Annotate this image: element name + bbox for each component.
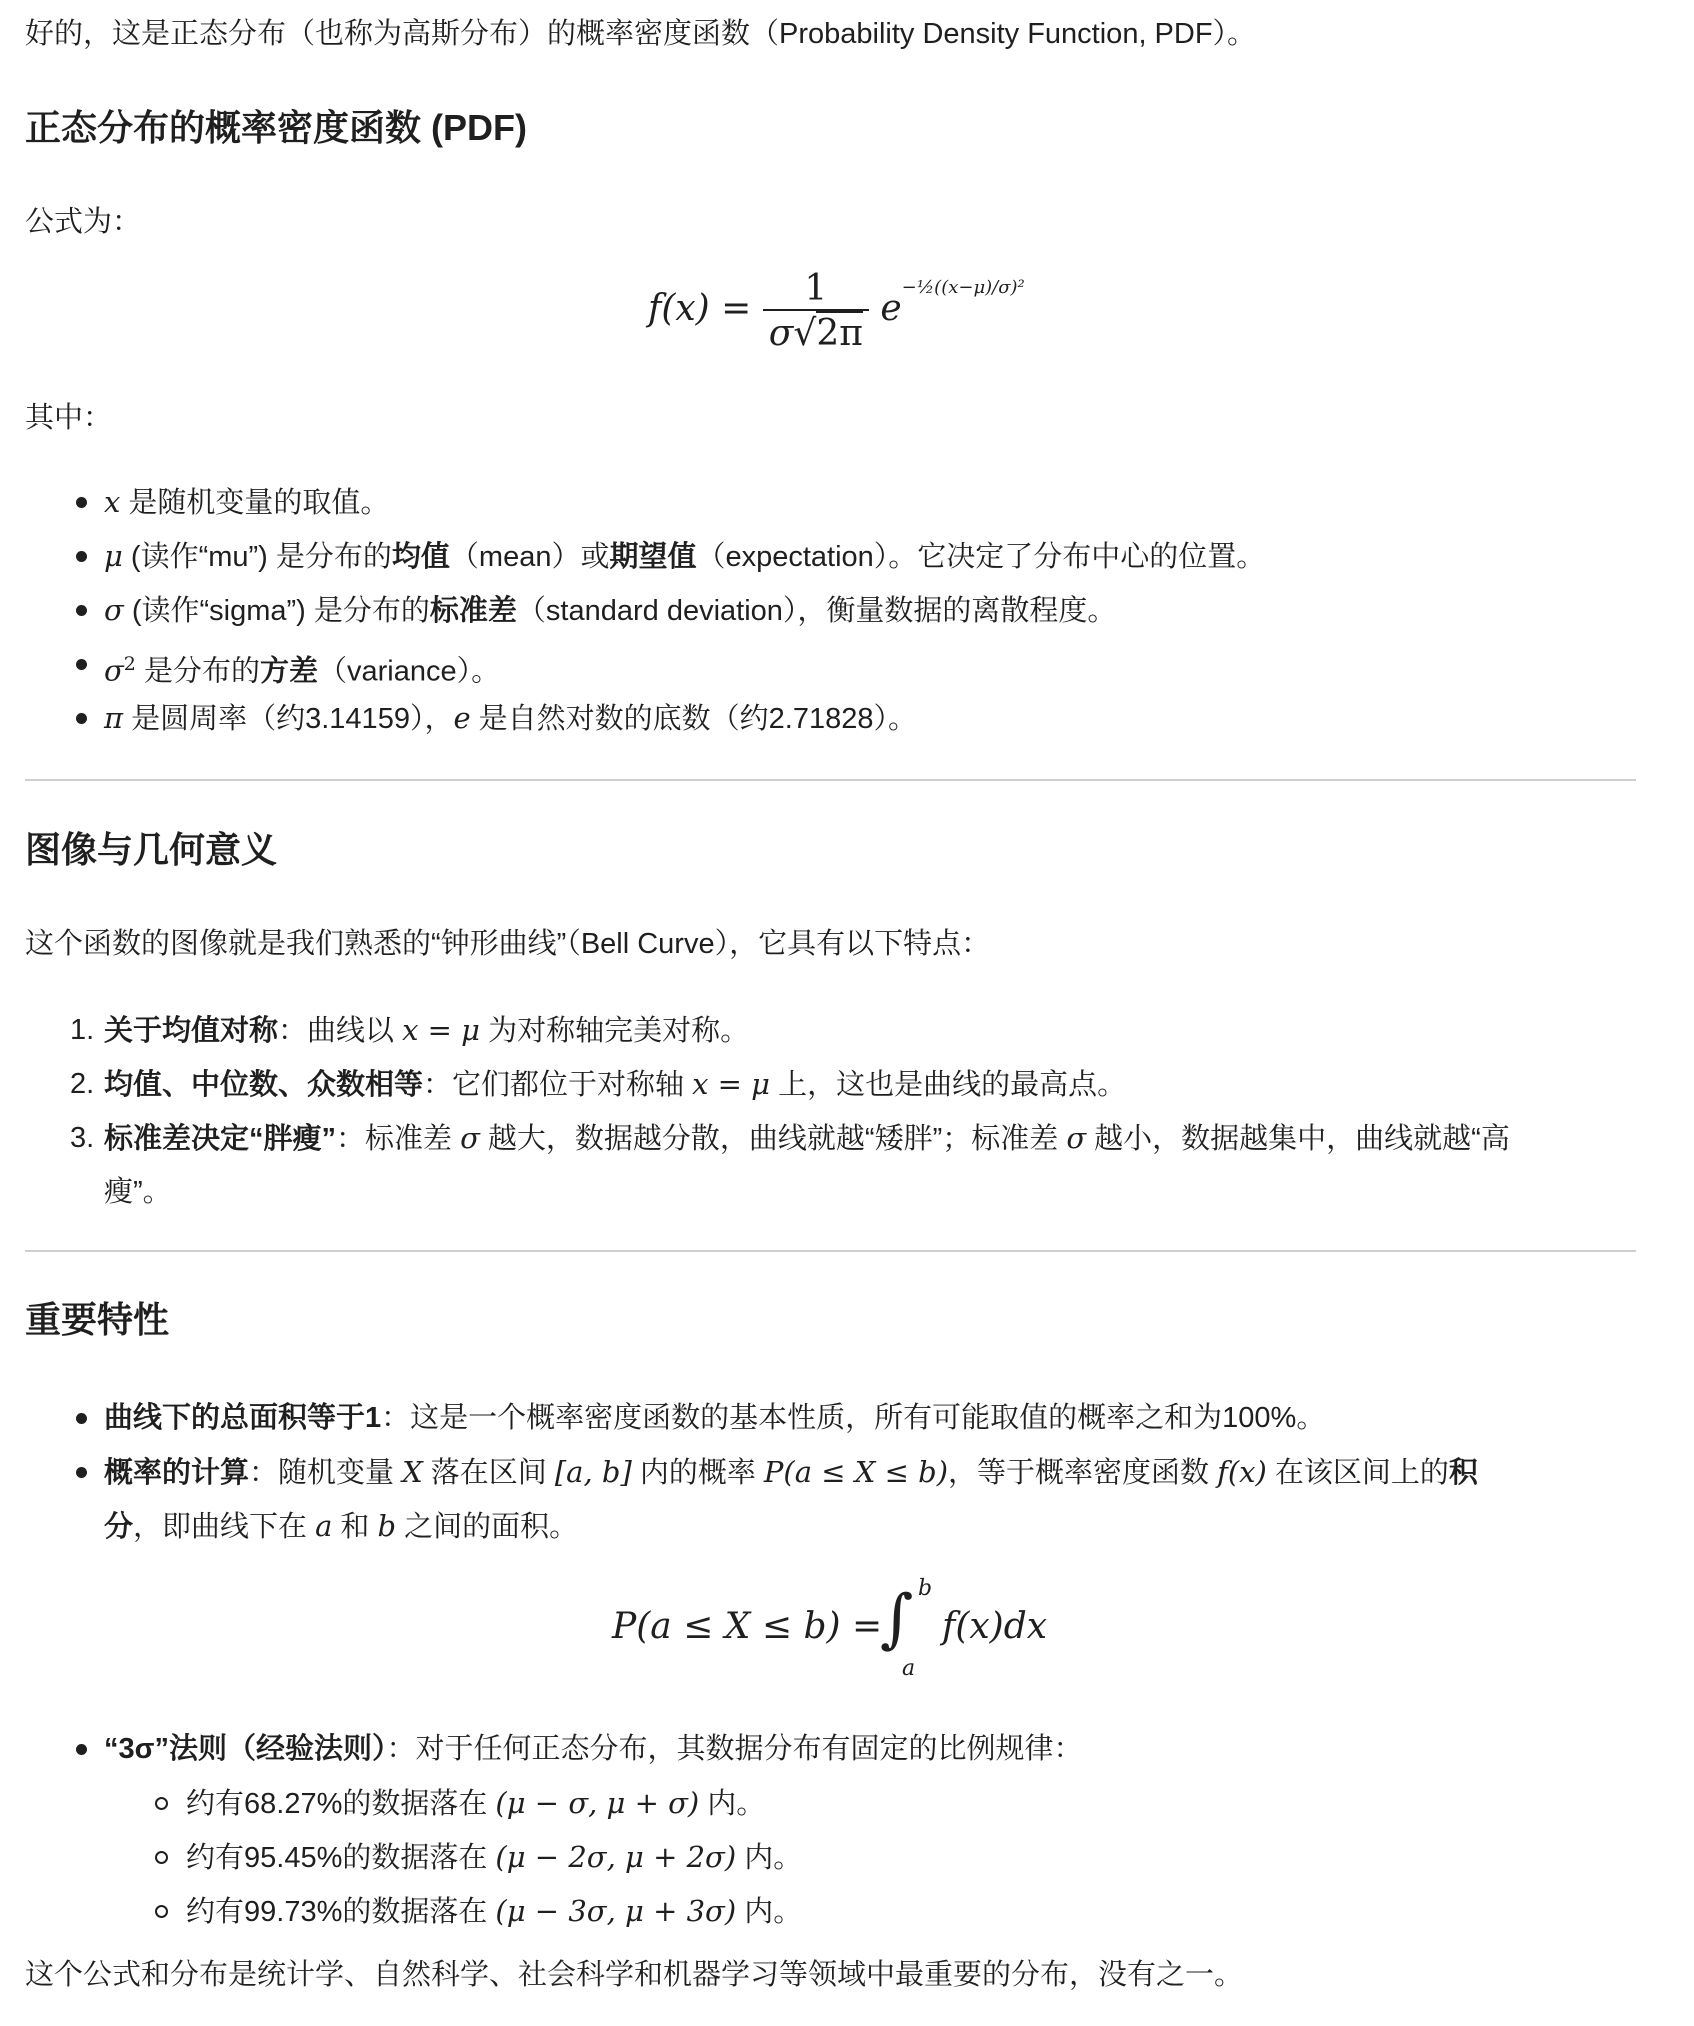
bold-term: 标准差决定“胖瘦”: [104, 1123, 337, 1155]
list-item-text: 是随机变量的取值。: [120, 487, 390, 519]
bold-term: 曲线下的总面积等于1: [104, 1402, 382, 1434]
list-item: [104, 644, 500, 692]
math-expression: (μ − 2σ, μ + 2σ): [495, 1840, 737, 1874]
formula-sqrt-arg: 2π: [816, 313, 863, 354]
integral-rhs: f(x)dx: [942, 1606, 1048, 1647]
math-expression: [a, b]: [554, 1455, 632, 1489]
list-item-text: 落在区间: [422, 1457, 555, 1489]
math-expression: X: [402, 1455, 423, 1489]
formula-lhs: f(x) =: [648, 288, 752, 329]
list-item: [104, 1010, 749, 1051]
list-item: [104, 1064, 1126, 1105]
formula-exponent: −½((x−μ)/σ)²: [901, 277, 1025, 298]
list-item-text: 为对称轴完美对称。: [480, 1015, 750, 1047]
bold-term: 均值: [391, 541, 450, 573]
bold-term: 期望值: [609, 541, 697, 573]
list-item-text: (读作“mu”) 是分布的: [122, 541, 392, 573]
math-expression: x = μ: [692, 1067, 771, 1101]
list-item-text: (读作“sigma”) 是分布的: [123, 595, 430, 627]
intro-paragraph: 好的，这是正态分布（也称为高斯分布）的概率密度函数（Probability Density Function, PDF）。: [25, 18, 1257, 50]
formula-e: e: [880, 288, 902, 329]
list-item-text: 内的概率: [631, 1457, 764, 1489]
math-expression: x = μ: [402, 1013, 481, 1047]
list-item-text: ：对于任何正态分布，其数据分布有固定的比例规律：: [386, 1733, 1083, 1765]
list-item-text: 之间的面积。: [396, 1511, 579, 1543]
section-heading-properties: 重要特性: [25, 1299, 170, 1340]
bold-term: 积: [1448, 1457, 1478, 1489]
list-number: 2.: [70, 1068, 95, 1100]
list-item-continuation: 瘦”。: [104, 1176, 172, 1208]
math-expression: f(x): [1217, 1455, 1267, 1489]
bold-term: 关于均值对称: [104, 1015, 279, 1047]
section-heading-graph: 图像与几何意义: [25, 829, 278, 870]
list-item: [104, 698, 917, 739]
list-item-text: 约有68.27%的数据落在: [186, 1788, 496, 1820]
math-expression: σ: [460, 1121, 480, 1155]
bold-term: 分: [104, 1511, 134, 1543]
list-item-text: 约有99.73%的数据落在: [186, 1896, 496, 1928]
math-expression: a: [315, 1509, 333, 1543]
list-item: [104, 1729, 1082, 1769]
math-symbol: e: [453, 701, 471, 735]
math-symbol: π: [104, 701, 124, 735]
list-item-text: ：这是一个概率密度函数的基本性质，所有可能取值的概率之和为100%。: [381, 1402, 1326, 1434]
list-item-continuation: [104, 1506, 578, 1547]
bullet-icon: [76, 497, 87, 508]
where-label: 其中：: [25, 402, 113, 434]
conclusion-paragraph: 这个公式和分布是统计学、自然科学、社会科学和机器学习等领域中最重要的分布，没有之一。: [25, 1959, 1244, 1991]
list-item-text: 是自然对数的底数（约2.71828）。: [470, 703, 918, 735]
bullet-icon: [76, 1413, 87, 1424]
section-heading-pdf: 正态分布的概率密度函数 (PDF): [25, 107, 527, 148]
list-item: [104, 536, 1265, 577]
list-item-text: ：随机变量: [249, 1457, 403, 1489]
integral-lhs: P(a ≤ X ≤ b) =: [612, 1606, 883, 1647]
list-item-text: 内。: [736, 1842, 803, 1874]
math-superscript: 2: [123, 653, 136, 675]
list-item-text: （standard deviation），衡量数据的离散程度。: [516, 595, 1117, 627]
sub-list-item: [186, 1891, 802, 1932]
divider: [25, 1250, 1636, 1252]
integral-formula: [612, 1576, 1072, 1681]
math-expression: (μ − σ, μ + σ): [495, 1786, 700, 1820]
math-expression: b: [377, 1509, 397, 1543]
bold-term: 概率的计算: [104, 1457, 250, 1489]
bullet-icon: [76, 713, 87, 724]
list-item-text: 越小，数据越集中，曲线就越“高: [1086, 1123, 1510, 1155]
list-number: 1.: [70, 1014, 95, 1046]
list-item-text: ，等于概率密度函数: [948, 1457, 1218, 1489]
bold-term: 标准差: [429, 595, 517, 627]
math-symbol: σ: [104, 593, 124, 627]
list-item-text: 约有95.45%的数据落在: [186, 1842, 496, 1874]
list-number: 3.: [70, 1122, 95, 1154]
math-symbol: x: [104, 485, 121, 519]
list-item-text: 是分布的: [135, 655, 260, 688]
bold-term: 均值、中位数、众数相等: [104, 1069, 424, 1101]
formula-denominator: [763, 309, 869, 354]
sub-bullet-icon: [155, 1797, 168, 1810]
list-item-text: 内。: [736, 1896, 803, 1928]
list-item-text: ：它们都位于对称轴: [423, 1069, 693, 1101]
bullet-icon: [76, 1467, 87, 1478]
list-item-text: ：曲线以: [278, 1015, 403, 1047]
sub-list-item: [186, 1783, 765, 1824]
integral-lower-bound: a: [902, 1656, 916, 1681]
list-item-text: 越大，数据越分散，曲线就越“矮胖”；标准差: [479, 1123, 1067, 1155]
divider: [25, 779, 1636, 781]
math-symbol: μ: [104, 539, 123, 573]
list-item-text: （variance）。: [317, 655, 501, 688]
sub-bullet-icon: [155, 1905, 168, 1918]
math-symbol: σ: [104, 653, 124, 688]
list-item: [104, 590, 1116, 631]
list-item: [104, 1398, 1325, 1438]
list-item-text: （mean）或: [449, 541, 610, 573]
list-item: [104, 1452, 1478, 1493]
bullet-icon: [76, 659, 87, 670]
formula-sigma: σ: [768, 313, 794, 354]
formula-fraction: [763, 268, 869, 354]
bullet-icon: [76, 1744, 87, 1755]
bullet-icon: [76, 551, 87, 562]
formula-label: 公式为：: [25, 206, 142, 238]
list-item-text: 在该区间上的: [1266, 1457, 1449, 1489]
formula-numerator: 1: [804, 268, 828, 309]
bold-term: “3σ”法则（经验法则）: [104, 1733, 387, 1765]
list-item-text: 上，这也是曲线的最高点。: [770, 1069, 1127, 1101]
list-item-text: ：标准差: [336, 1123, 461, 1155]
math-expression: P(a ≤ X ≤ b): [763, 1455, 949, 1489]
list-item-text: 内。: [699, 1788, 766, 1820]
math-expression: (μ − 3σ, μ + 3σ): [495, 1894, 737, 1928]
list-item-text: 是圆周率（约3.14159），: [123, 703, 454, 735]
list-item: [104, 1118, 1510, 1159]
list-item-text: ，即曲线下在: [133, 1511, 316, 1543]
math-expression: σ: [1066, 1121, 1087, 1155]
sub-list-item: [186, 1837, 802, 1878]
bullet-icon: [76, 605, 87, 616]
pdf-formula: [648, 268, 1025, 354]
bold-term: 方差: [259, 655, 318, 688]
sqrt-icon: √: [793, 313, 817, 354]
integral-icon: ∫: [880, 1582, 914, 1656]
integral-upper-bound: b: [918, 1576, 933, 1601]
section-intro: 这个函数的图像就是我们熟悉的“钟形曲线”（Bell Curve），它具有以下特点：: [25, 928, 991, 960]
sub-bullet-icon: [155, 1851, 168, 1864]
list-item: [104, 482, 389, 523]
list-item-text: （expectation）。它决定了分布中心的位置。: [696, 541, 1266, 573]
list-item-text: 和: [332, 1511, 378, 1543]
